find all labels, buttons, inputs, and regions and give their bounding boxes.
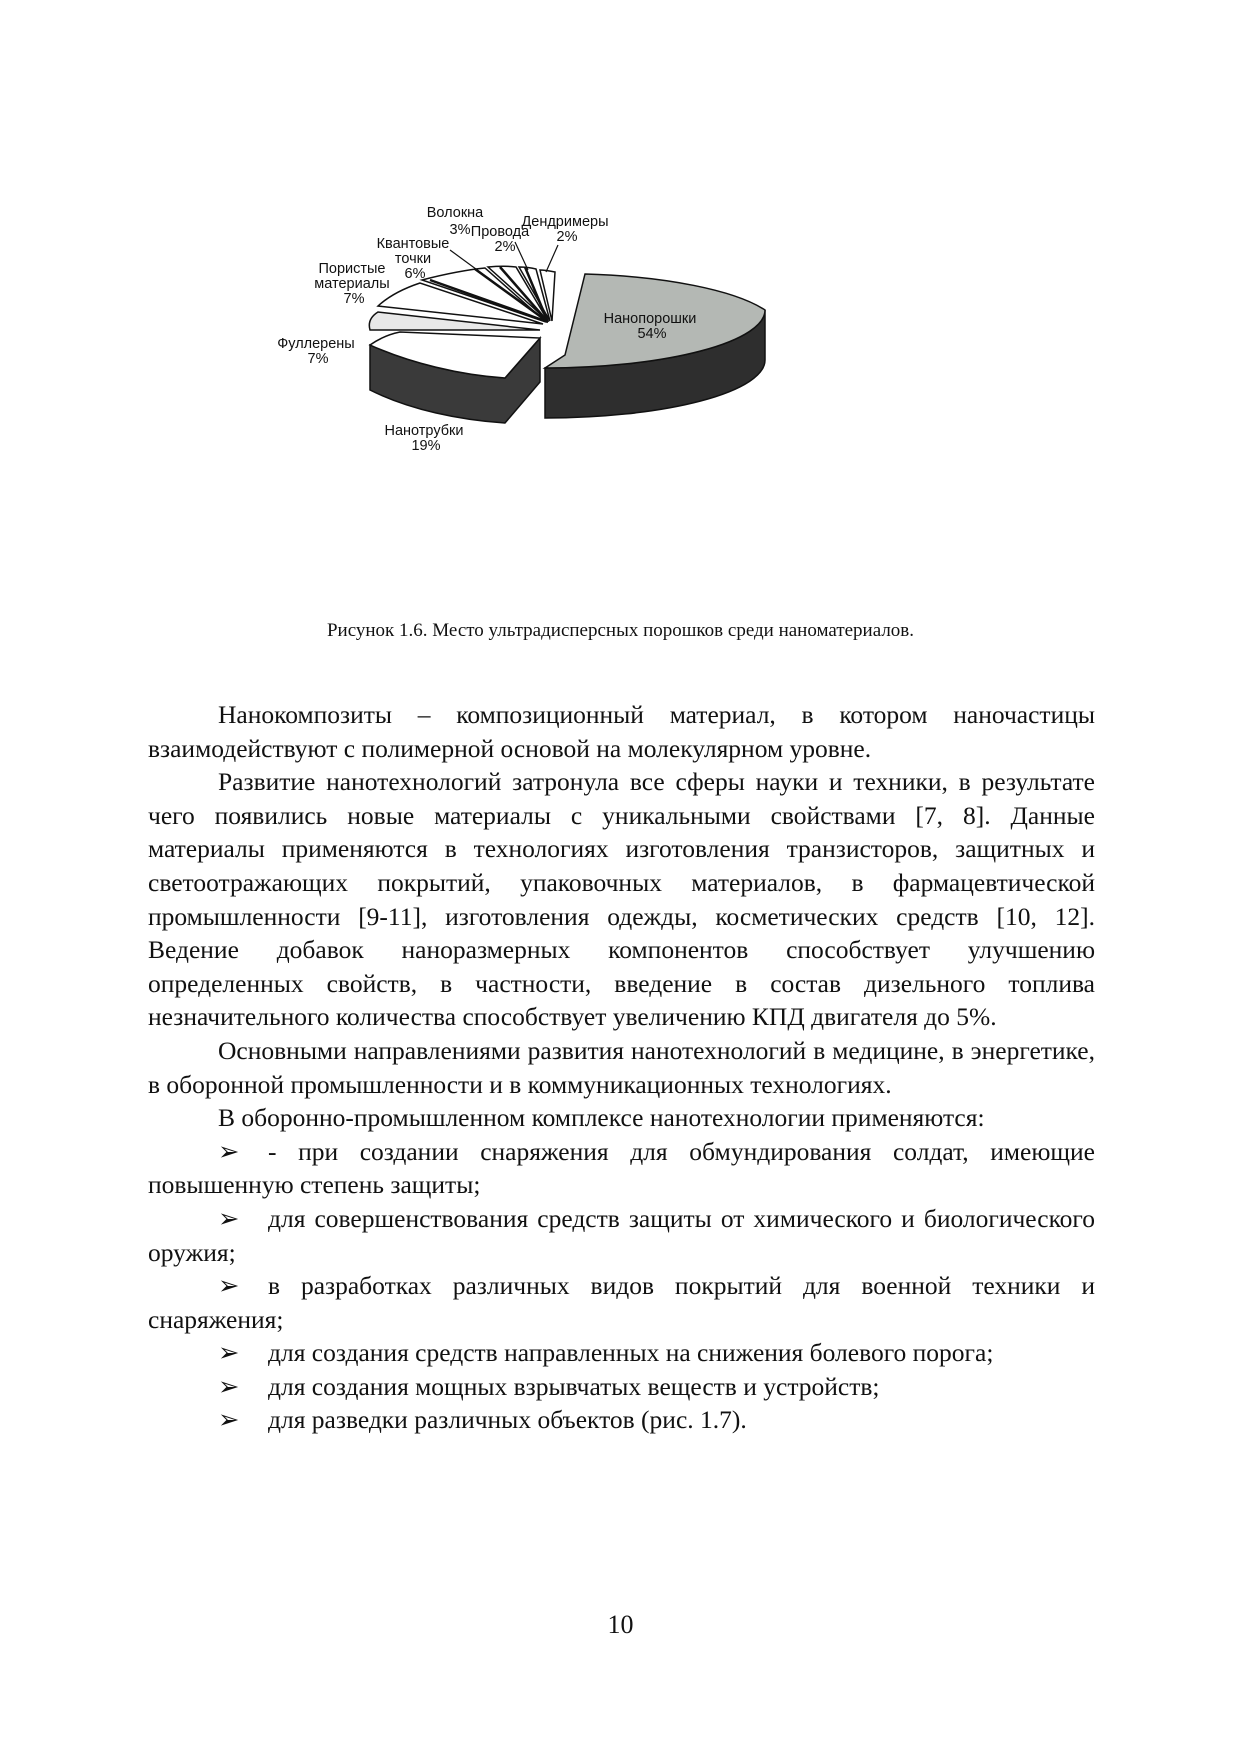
label-nanotubes-pct: 19% — [411, 438, 441, 454]
list-item: ➢ для совершенствования средств защиты от химического и биологического оружия; — [148, 1203, 1095, 1267]
label-porous-line2: материалы — [314, 276, 390, 292]
label-nanopowders-pct: 54% — [637, 326, 667, 342]
arrow-bullet-icon: ➢ — [218, 1371, 240, 1401]
label-quantum-line2: точки — [394, 251, 432, 267]
label-nanotubes-name: Нанотрубки — [384, 423, 464, 439]
list-item: ➢ для разведки различных объектов (рис. 1.7). — [148, 1403, 1095, 1437]
paragraph-defense-intro: В оборонно-промышленном комплексе нанотехнологии применяются: — [218, 1103, 985, 1133]
list-item: ➢ - при создании снаряжения для обмундирования солдат, имеющие повышенную степень защиты; — [148, 1136, 1095, 1200]
label-quantum-line1: Квантовые — [376, 236, 450, 252]
arrow-bullet-icon: ➢ — [218, 1136, 240, 1166]
pie-chart — [277, 205, 890, 550]
label-fullerenes-pct: 7% — [307, 351, 329, 367]
figure-caption: Рисунок 1.6. Место ультрадисперсных порошков среди наноматериалов. — [326, 620, 915, 641]
label-fullerenes — [277, 336, 359, 367]
list-item: ➢ в разработках различных видов покрытий для военной техники и снаряжения; — [148, 1271, 1095, 1334]
label-fibers-pct: 3% — [449, 222, 471, 238]
pie-chart-figure — [277, 205, 890, 550]
list-item: ➢ для создания мощных взрывчатых веществ и устройств; — [148, 1370, 1095, 1404]
label-nanotubes — [384, 423, 467, 454]
defense-applications-list — [148, 1135, 1095, 1437]
list-item: ➢ для создания средств направленных на снижения болевого порога; — [148, 1336, 1095, 1370]
label-wires-pct: 2% — [494, 239, 516, 255]
label-fullerenes-name: Фуллерены — [277, 336, 355, 352]
label-wires-name: Провода — [470, 224, 530, 240]
label-dendrimers-name: Дендримеры — [521, 214, 609, 230]
paragraph-directions: Основными направлениями развития нанотехнологий в медицине, в энергетике, в оборонной промышленности и в коммуникационных технологиях. — [148, 1035, 1095, 1099]
arrow-bullet-icon: ➢ — [218, 1203, 240, 1233]
body-text — [148, 698, 1095, 1437]
arrow-bullet-icon: ➢ — [218, 1405, 240, 1435]
label-porous-pct: 7% — [343, 291, 365, 307]
label-dendrimers-pct: 2% — [556, 229, 578, 245]
label-dendrimers — [521, 214, 612, 245]
label-quantum-pct: 6% — [404, 266, 426, 282]
paragraph-development: Развитие нанотехнологий затронула все сферы науки и техники, в результате чего появились новые материалы с уникальными свойствами [7, 8]. Данные материалы применяются в технологиях изготовления транзисторов, защитных и светоотражающих покрытий, упаковочных материалов, в фармацевтической промышленности [9-11], изготовления одежды, косметических средств [10, 12]. Ведение добавок наноразмерных компонентов способствует улучшению определенных свойств, в частности, введение в состав дизельного топлива незначительного количества способствует увеличению КПД двигателя до 5%. — [148, 767, 1095, 1032]
label-porous-line1: Пористые — [318, 261, 386, 277]
page-number: 10 — [607, 1610, 634, 1639]
label-porous-materials — [314, 261, 393, 307]
label-nanopowders-name: Нанопорошки — [603, 311, 697, 327]
arrow-bullet-icon: ➢ — [218, 1338, 240, 1368]
label-fibers-name: Волокна — [426, 205, 484, 221]
paragraph-nanocomposites: Нанокомпозиты – композиционный материал, в котором наночастицы взаимодействуют с полимерной основой на молекулярном уровне. — [148, 700, 1095, 763]
arrow-bullet-icon: ➢ — [218, 1271, 240, 1301]
